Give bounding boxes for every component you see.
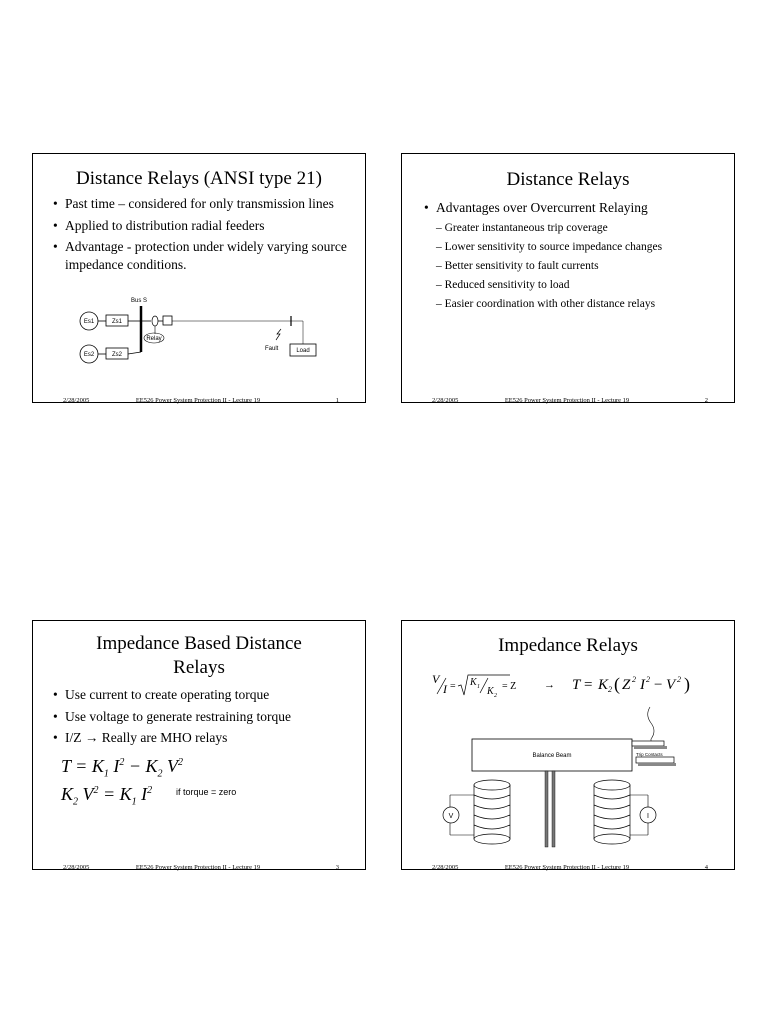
footer-course: EE526 Power System Protection II - Lecture 19 [504, 864, 630, 871]
breaker-icon [163, 316, 172, 325]
footer-date: 2/28/2005 [63, 397, 90, 404]
contact-upper [632, 741, 664, 746]
bullet-item: • Applied to distribution radial feeders [53, 217, 353, 235]
es2-label: Es2 [83, 352, 95, 358]
sub-bullet-item: – Lower sensitivity to source impedance changes [436, 240, 663, 253]
ct-icon [152, 316, 158, 326]
svg-text:V: V [432, 672, 440, 686]
single-line-diagram [33, 292, 367, 367]
sub-bullet-item: – Better sensitivity to fault currents [436, 259, 599, 272]
bullet-item: • Use voltage to generate restraining torque [53, 708, 353, 726]
current-label: I [647, 813, 649, 820]
svg-text:Z: Z [622, 677, 631, 693]
bullet-item [424, 199, 722, 312]
svg-text:K: K [470, 677, 477, 688]
balance-beam-diagram [402, 703, 736, 853]
title-line-2: Relays [173, 657, 225, 678]
fault-label: Fault [265, 346, 279, 352]
voltage-label: V [448, 813, 454, 820]
contact-lower [636, 757, 674, 763]
sub-bullet-list [436, 221, 722, 312]
sub-bullet-item: – Easier coordination with other distance relays [436, 297, 656, 310]
slide-4 [401, 620, 735, 870]
relay-label: Relay [146, 336, 162, 342]
svg-text:2: 2 [632, 675, 636, 684]
footer-date: 2/28/2005 [63, 864, 90, 871]
bullet-item: • Use current to create operating torque [53, 686, 353, 704]
slide-title: Distance Relays (ANSI type 21) [76, 168, 322, 189]
zs1-label: Zs1 [111, 319, 123, 325]
bullet-item: • I/Z → Really are MHO relays [53, 729, 353, 747]
current-coil [594, 780, 630, 844]
slide-title [33, 632, 365, 680]
svg-text:2: 2 [494, 693, 497, 699]
bullet-item: • Past time – considered for only transmission lines [53, 195, 353, 213]
pivot-post [552, 771, 555, 847]
slide-title: Impedance Relays [498, 635, 638, 656]
footer-course: EE526 Power System Protection II - Lecture 19 [135, 397, 261, 404]
equation-note: if torque = zero [176, 787, 237, 797]
voltage-coil [474, 780, 510, 844]
footer-course: EE526 Power System Protection II - Lecture 19 [135, 864, 261, 871]
svg-text:2: 2 [646, 675, 650, 684]
svg-text:I: I [443, 682, 447, 696]
footer-slide-number: 2 [704, 397, 708, 404]
bullet-list [53, 195, 353, 277]
balance-beam-label: Balance Beam [532, 753, 572, 759]
svg-text:→: → [544, 679, 555, 691]
bullet-item: • Advantage - protection under widely varying source impedance conditions. [53, 238, 353, 273]
bullet-text: Advantages over Overcurrent Relaying [436, 200, 648, 215]
fault-icon [276, 329, 281, 340]
svg-text:T: T [572, 677, 581, 693]
footer-course: EE526 Power System Protection II - Lecture 19 [504, 397, 630, 404]
svg-text:V: V [666, 677, 676, 693]
footer-slide-number: 4 [704, 864, 708, 871]
balance-equation: $K_2$ $V^2 = K_1$ $I^2$ [61, 784, 153, 808]
load-label: Load [296, 348, 310, 354]
svg-text:(: ( [614, 674, 620, 694]
bullet-list [424, 199, 722, 316]
slide-1 [32, 153, 366, 403]
sub-bullet-item: – Greater instantaneous trip coverage [436, 221, 608, 234]
footer-slide-number: 1 [335, 397, 339, 404]
svg-text:−: − [654, 677, 663, 693]
svg-text:2: 2 [608, 685, 612, 694]
zs2-label: Zs2 [111, 352, 123, 358]
svg-text:K: K [598, 677, 609, 693]
footer-date: 2/28/2005 [432, 864, 459, 871]
footer-slide-number: 3 [335, 864, 339, 871]
footer-date: 2/28/2005 [432, 397, 459, 404]
svg-text:I: I [640, 677, 645, 693]
slide-3 [32, 620, 366, 870]
svg-text:= Z: = Z [502, 681, 517, 692]
pivot-post [545, 771, 548, 847]
svg-text:K: K [487, 686, 494, 697]
bullet-list [53, 686, 353, 751]
slide-2 [401, 153, 735, 403]
svg-text:): ) [684, 674, 690, 694]
svg-text:=: = [450, 681, 456, 692]
bus-label: Bus S [131, 298, 148, 304]
wire [648, 707, 654, 739]
svg-text:1: 1 [477, 684, 480, 690]
svg-text:=: = [584, 677, 593, 693]
svg-text:2: 2 [677, 675, 681, 684]
impedance-equation [422, 665, 722, 705]
title-line-1: Impedance Based Distance [96, 633, 302, 654]
sub-bullet-item: – Reduced sensitivity to load [436, 278, 570, 291]
trip-contacts-label: Trip Contacts [636, 752, 663, 757]
slide-title: Distance Relays [506, 169, 630, 190]
torque-equation: $T = K_1$ $I^2 - K_2$ $V^2$ [61, 756, 183, 780]
es1-label: Es1 [83, 319, 95, 325]
